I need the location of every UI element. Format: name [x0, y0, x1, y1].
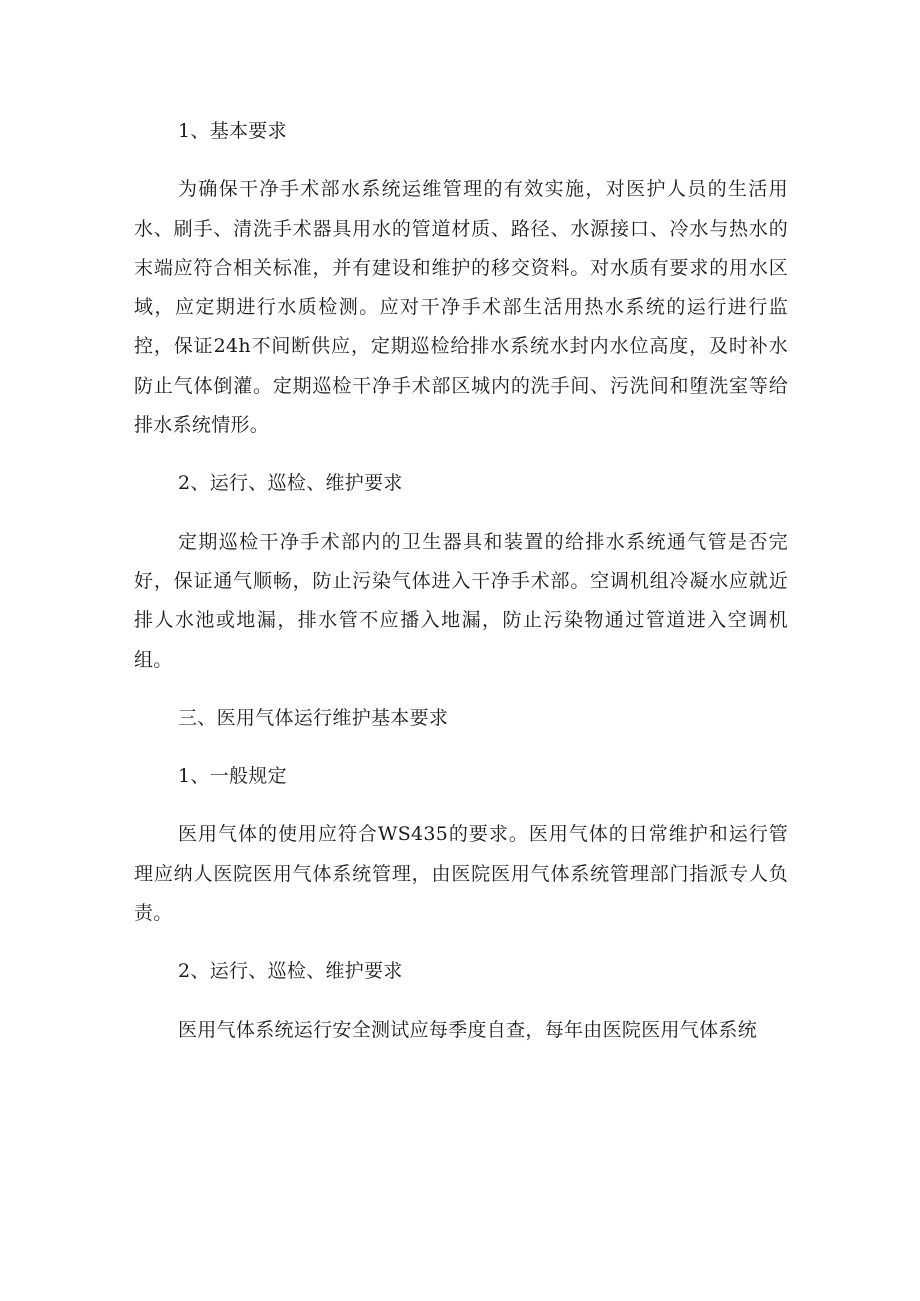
paragraph: 定期巡检干净手术部内的卫生器具和装置的给排水系统通气管是否完好，保证通气顺畅，防止污染气体进入干净手术部。空调机组冷凝水应就近排人水池或地漏，排水管不应播入地漏，防止污染物通过管道进入空调机组。 — [134, 530, 788, 671]
section-heading: 2、运行、巡检、维护要求 — [178, 960, 403, 983]
paragraph: 为确保干净手术部水系统运维管理的有效实施，对医护人员的生活用水、刷手、清洗手术器具用水的管道材质、路径、水源接口、冷水与热水的末端应符合相关标准，并有建设和维护的移交资料。对水质有要求的用水区域，应定期进行水质检测。应对干净手术部生活用热水系统的运行进行监控，保证24h不间断供应，定期巡检给排水系统水封内水位高度，及时补水防止气体倒灌。定期巡检干净手术部区城内的洗手间、污洗间和堕洗室等给排水系统情形。 — [134, 178, 788, 437]
section-heading: 三、医用气体运行维护基本要求 — [178, 706, 449, 729]
paragraph: 医用气体的使用应符合WS435的要求。医用气体的日常维护和运行管理应纳人医院医用气体系统管理，由医院医用气体系统管理部门指派专人负责。 — [134, 823, 788, 925]
section-heading: 1、一般规定 — [178, 765, 287, 788]
paragraph: 医用气体系统运行安全测试应每季度自查，每年由医院医用气体系统 — [178, 1018, 758, 1041]
document-body — [134, 112, 788, 1050]
section-heading: 1、基本要求 — [178, 120, 287, 142]
section-heading: 2、运行、巡检、维护要求 — [178, 472, 403, 495]
